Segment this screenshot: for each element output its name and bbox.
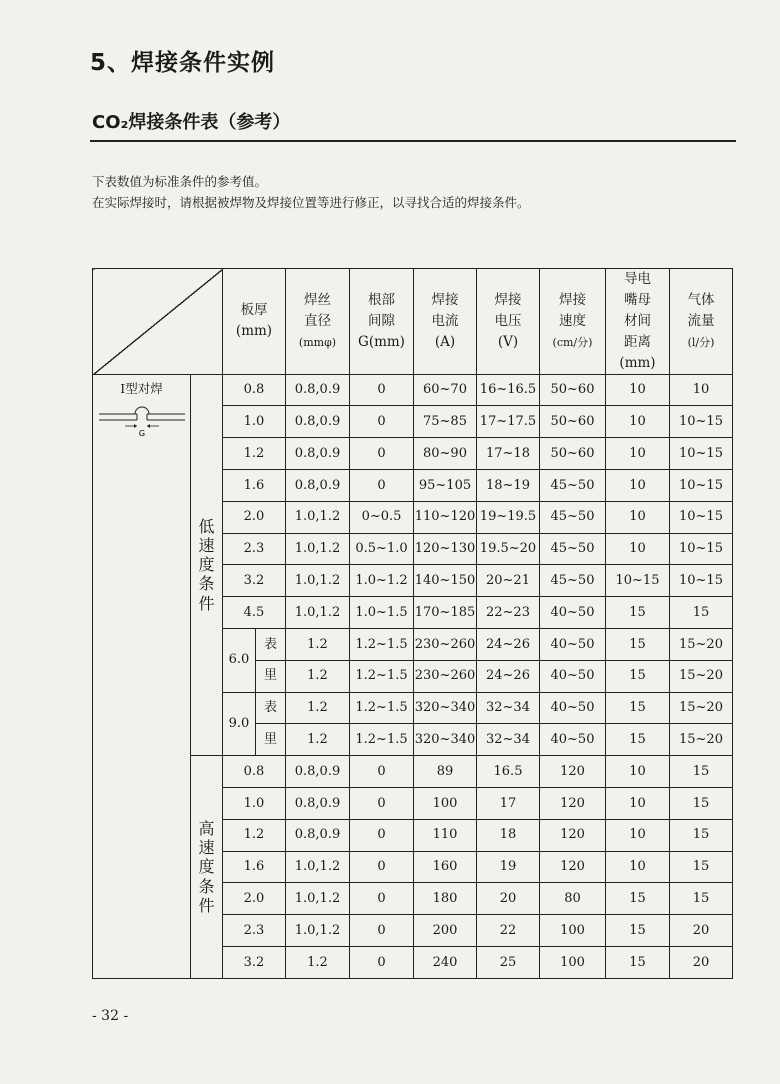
current-cell: 200 <box>414 915 477 947</box>
wire-diameter-cell: 0.8,0.9 <box>286 756 350 788</box>
gas-flow-cell: 15~20 <box>670 724 733 756</box>
wire-diameter-cell: 1.0,1.2 <box>286 883 350 915</box>
current-cell: 140~150 <box>414 565 477 597</box>
header-gas-flow <box>670 269 733 375</box>
header-voltage-line-2: 电压 <box>494 312 522 329</box>
speed-cell: 45~50 <box>540 533 606 565</box>
current-cell: 180 <box>414 883 477 915</box>
header-speed-line-2: 速度 <box>559 312 586 329</box>
gas-flow-cell: 15 <box>670 756 733 788</box>
speed-cell: 50~60 <box>540 374 606 406</box>
wire-diameter-cell: 1.0,1.2 <box>286 533 350 565</box>
wire-diameter-cell: 0.8,0.9 <box>286 406 350 438</box>
header-distance-line-2: 嘴母 <box>624 291 651 308</box>
side-label: 里 <box>256 660 286 692</box>
thickness-cell: 0.8 <box>223 374 286 406</box>
tip-distance-cell: 15 <box>606 628 670 660</box>
thickness-cell: 9.0 <box>223 692 256 756</box>
header-gas-line-2: 流量 <box>687 312 715 329</box>
root-gap-cell: 0 <box>350 819 414 851</box>
voltage-cell: 24~26 <box>477 660 540 692</box>
side-label: 表 <box>256 692 286 724</box>
current-cell: 80~90 <box>414 438 477 470</box>
root-gap-cell: 0 <box>350 787 414 819</box>
thickness-cell: 6.0 <box>223 628 256 692</box>
speed-cell: 45~50 <box>540 565 606 597</box>
welding-conditions-table-container <box>92 268 733 979</box>
thickness-cell: 1.0 <box>223 787 286 819</box>
current-cell: 230~260 <box>414 660 477 692</box>
gas-flow-cell: 10~15 <box>670 565 733 597</box>
wire-diameter-cell: 1.2 <box>286 692 350 724</box>
root-gap-cell: 0 <box>350 438 414 470</box>
title-underline <box>90 140 736 142</box>
tip-distance-cell: 10 <box>606 819 670 851</box>
speed-cell: 120 <box>540 756 606 788</box>
side-label: 里 <box>256 724 286 756</box>
current-cell: 100 <box>414 787 477 819</box>
header-thickness <box>223 269 286 375</box>
root-gap-cell: 0 <box>350 374 414 406</box>
header-voltage-line-3: (V) <box>497 333 519 350</box>
tip-distance-cell: 10 <box>606 406 670 438</box>
gas-flow-cell: 10~15 <box>670 533 733 565</box>
note-line-2: 在实际焊接时，请根据被焊物及焊接位置等进行修正，以寻找合适的焊接条件。 <box>92 195 530 210</box>
gas-flow-cell: 10 <box>670 374 733 406</box>
header-current <box>414 269 477 375</box>
speed-cell: 45~50 <box>540 501 606 533</box>
gas-flow-cell: 10~15 <box>670 438 733 470</box>
wire-diameter-cell: 0.8,0.9 <box>286 438 350 470</box>
root-gap-cell: 0 <box>350 756 414 788</box>
root-gap-cell: 1.0~1.2 <box>350 565 414 597</box>
current-cell: 110 <box>414 819 477 851</box>
speed-cell: 120 <box>540 819 606 851</box>
voltage-cell: 17 <box>477 787 540 819</box>
speed-cell: 40~50 <box>540 597 606 629</box>
low-speed-label: 低 速 度 条 件 <box>191 374 223 756</box>
current-cell: 120~130 <box>414 533 477 565</box>
current-cell: 170~185 <box>414 597 477 629</box>
voltage-cell: 22~23 <box>477 597 540 629</box>
header-voltage <box>477 269 540 375</box>
current-cell: 110~120 <box>414 501 477 533</box>
voltage-cell: 19 <box>477 851 540 883</box>
gas-flow-cell: 20 <box>670 915 733 947</box>
table-row <box>93 374 733 406</box>
speed-cell: 40~50 <box>540 628 606 660</box>
speed-cell: 40~50 <box>540 692 606 724</box>
section-title: 5、焊接条件实例 <box>90 50 276 76</box>
gas-flow-cell: 15~20 <box>670 660 733 692</box>
wire-diameter-cell: 0.8,0.9 <box>286 787 350 819</box>
voltage-cell: 32~34 <box>477 692 540 724</box>
tip-distance-cell: 15 <box>606 660 670 692</box>
gas-flow-cell: 10~15 <box>670 501 733 533</box>
header-root-gap <box>350 269 414 375</box>
wire-diameter-cell: 1.0,1.2 <box>286 851 350 883</box>
tip-distance-cell: 10 <box>606 438 670 470</box>
voltage-cell: 16.5 <box>477 756 540 788</box>
current-cell: 95~105 <box>414 470 477 502</box>
header-gap-line-1: 根部 <box>368 291 395 308</box>
wire-diameter-cell: 1.2 <box>286 628 350 660</box>
current-cell: 320~340 <box>414 692 477 724</box>
wire-diameter-cell: 0.8,0.9 <box>286 819 350 851</box>
joint-type-label: I型对焊 <box>120 380 163 396</box>
thickness-cell: 1.6 <box>223 470 286 502</box>
tip-distance-cell: 10~15 <box>606 565 670 597</box>
wire-diameter-cell: 1.0,1.2 <box>286 501 350 533</box>
header-current-line-2: 电流 <box>431 312 459 329</box>
gas-flow-cell: 20 <box>670 946 733 978</box>
root-gap-cell: 0 <box>350 946 414 978</box>
tip-distance-cell: 10 <box>606 533 670 565</box>
header-current-line-1: 焊接 <box>431 291 459 308</box>
tip-distance-cell: 10 <box>606 374 670 406</box>
speed-cell: 100 <box>540 946 606 978</box>
root-gap-cell: 0 <box>350 851 414 883</box>
gas-flow-cell: 10~15 <box>670 406 733 438</box>
speed-cell: 40~50 <box>540 660 606 692</box>
voltage-cell: 18 <box>477 819 540 851</box>
header-current-line-3: (A) <box>434 333 456 350</box>
note-line-1: 下表数值为标准条件的参考值。 <box>92 174 268 189</box>
current-cell: 75~85 <box>414 406 477 438</box>
tip-distance-cell: 10 <box>606 501 670 533</box>
header-thickness-line-1: 板厚 <box>240 302 268 319</box>
wire-diameter-cell: 1.0,1.2 <box>286 565 350 597</box>
header-distance-line-4: 距离 <box>624 333 651 350</box>
gas-flow-cell: 10~15 <box>670 470 733 502</box>
header-diagonal-cell <box>93 269 223 375</box>
gas-flow-cell: 15 <box>670 787 733 819</box>
root-gap-cell: 0 <box>350 883 414 915</box>
header-distance-line-5: (mm) <box>619 354 656 371</box>
header-distance-line-1: 导电 <box>624 271 651 287</box>
tip-distance-cell: 15 <box>606 883 670 915</box>
high-speed-label: 高 速 度 条 件 <box>191 756 223 979</box>
speed-cell: 45~50 <box>540 470 606 502</box>
header-gap-line-2: 间隙 <box>368 312 395 329</box>
root-gap-cell: 1.2~1.5 <box>350 628 414 660</box>
thickness-cell: 3.2 <box>223 946 286 978</box>
wire-diameter-cell: 0.8,0.9 <box>286 470 350 502</box>
root-gap-cell: 0.5~1.0 <box>350 533 414 565</box>
wire-diameter-cell: 1.0,1.2 <box>286 915 350 947</box>
thickness-cell: 4.5 <box>223 597 286 629</box>
current-cell: 89 <box>414 756 477 788</box>
current-cell: 320~340 <box>414 724 477 756</box>
page-number: - 32 - <box>92 1008 129 1024</box>
gas-flow-cell: 15~20 <box>670 692 733 724</box>
tip-distance-cell: 10 <box>606 756 670 788</box>
speed-cell: 50~60 <box>540 438 606 470</box>
thickness-cell: 2.0 <box>223 883 286 915</box>
header-distance-line-3: 材间 <box>624 312 651 329</box>
speed-cell: 120 <box>540 787 606 819</box>
thickness-cell: 3.2 <box>223 565 286 597</box>
gas-flow-cell: 15~20 <box>670 628 733 660</box>
header-wire-diameter <box>286 269 350 375</box>
speed-cell: 40~50 <box>540 724 606 756</box>
root-gap-cell: 0 <box>350 915 414 947</box>
voltage-cell: 18~19 <box>477 470 540 502</box>
speed-cell: 80 <box>540 883 606 915</box>
voltage-cell: 24~26 <box>477 628 540 660</box>
thickness-cell: 1.0 <box>223 406 286 438</box>
thickness-cell: 2.0 <box>223 501 286 533</box>
header-row <box>93 269 733 375</box>
butt-joint-diagram <box>97 398 187 438</box>
root-gap-cell: 0 <box>350 470 414 502</box>
current-cell: 230~260 <box>414 628 477 660</box>
wire-diameter-cell: 0.8,0.9 <box>286 374 350 406</box>
gas-flow-cell: 15 <box>670 819 733 851</box>
joint-diagram-cell <box>93 374 191 978</box>
voltage-cell: 17~17.5 <box>477 406 540 438</box>
speed-cell: 100 <box>540 915 606 947</box>
table-title: CO₂焊接条件表（参考） <box>92 112 291 133</box>
current-cell: 240 <box>414 946 477 978</box>
gas-flow-cell: 15 <box>670 883 733 915</box>
root-gap-cell: 1.2~1.5 <box>350 724 414 756</box>
side-label: 表 <box>256 628 286 660</box>
tip-distance-cell: 10 <box>606 787 670 819</box>
voltage-cell: 20 <box>477 883 540 915</box>
thickness-cell: 0.8 <box>223 756 286 788</box>
header-wire-line-2: 直径 <box>304 312 331 329</box>
tip-distance-cell: 10 <box>606 470 670 502</box>
voltage-cell: 32~34 <box>477 724 540 756</box>
thickness-cell: 2.3 <box>223 915 286 947</box>
thickness-cell: 1.6 <box>223 851 286 883</box>
header-gas-line-3: (l/分) <box>687 335 715 349</box>
voltage-cell: 25 <box>477 946 540 978</box>
wire-diameter-cell: 1.0,1.2 <box>286 597 350 629</box>
speed-cell: 50~60 <box>540 406 606 438</box>
root-gap-cell: 0 <box>350 406 414 438</box>
thickness-cell: 2.3 <box>223 533 286 565</box>
root-gap-cell: 0~0.5 <box>350 501 414 533</box>
header-voltage-line-1: 焊接 <box>494 291 522 308</box>
tip-distance-cell: 15 <box>606 724 670 756</box>
wire-diameter-cell: 1.2 <box>286 724 350 756</box>
gas-flow-cell: 15 <box>670 597 733 629</box>
header-wire-line-1: 焊丝 <box>304 291 331 308</box>
header-thickness-line-2: (mm) <box>235 323 273 340</box>
header-gap-line-3: G(mm) <box>358 333 405 350</box>
voltage-cell: 20~21 <box>477 565 540 597</box>
voltage-cell: 19~19.5 <box>477 501 540 533</box>
wire-diameter-cell: 1.2 <box>286 946 350 978</box>
header-tip-distance <box>606 269 670 375</box>
header-speed-line-3: (cm/分) <box>552 335 593 349</box>
header-speed-line-1: 焊接 <box>559 291 586 308</box>
root-gap-cell: 1.2~1.5 <box>350 660 414 692</box>
current-cell: 60~70 <box>414 374 477 406</box>
header-gas-line-1: 气体 <box>687 291 715 308</box>
speed-cell: 120 <box>540 851 606 883</box>
root-gap-cell: 1.0~1.5 <box>350 597 414 629</box>
thickness-cell: 1.2 <box>223 819 286 851</box>
gap-symbol: G <box>138 428 145 438</box>
tip-distance-cell: 10 <box>606 851 670 883</box>
voltage-cell: 16~16.5 <box>477 374 540 406</box>
header-speed <box>540 269 606 375</box>
voltage-cell: 17~18 <box>477 438 540 470</box>
current-cell: 160 <box>414 851 477 883</box>
welding-conditions-table <box>92 268 733 979</box>
wire-diameter-cell: 1.2 <box>286 660 350 692</box>
root-gap-cell: 1.2~1.5 <box>350 692 414 724</box>
gas-flow-cell: 15 <box>670 851 733 883</box>
thickness-cell: 1.2 <box>223 438 286 470</box>
voltage-cell: 19.5~20 <box>477 533 540 565</box>
tip-distance-cell: 15 <box>606 692 670 724</box>
voltage-cell: 22 <box>477 915 540 947</box>
tip-distance-cell: 15 <box>606 946 670 978</box>
tip-distance-cell: 15 <box>606 597 670 629</box>
tip-distance-cell: 15 <box>606 915 670 947</box>
header-wire-line-3: (mmφ) <box>298 335 337 349</box>
